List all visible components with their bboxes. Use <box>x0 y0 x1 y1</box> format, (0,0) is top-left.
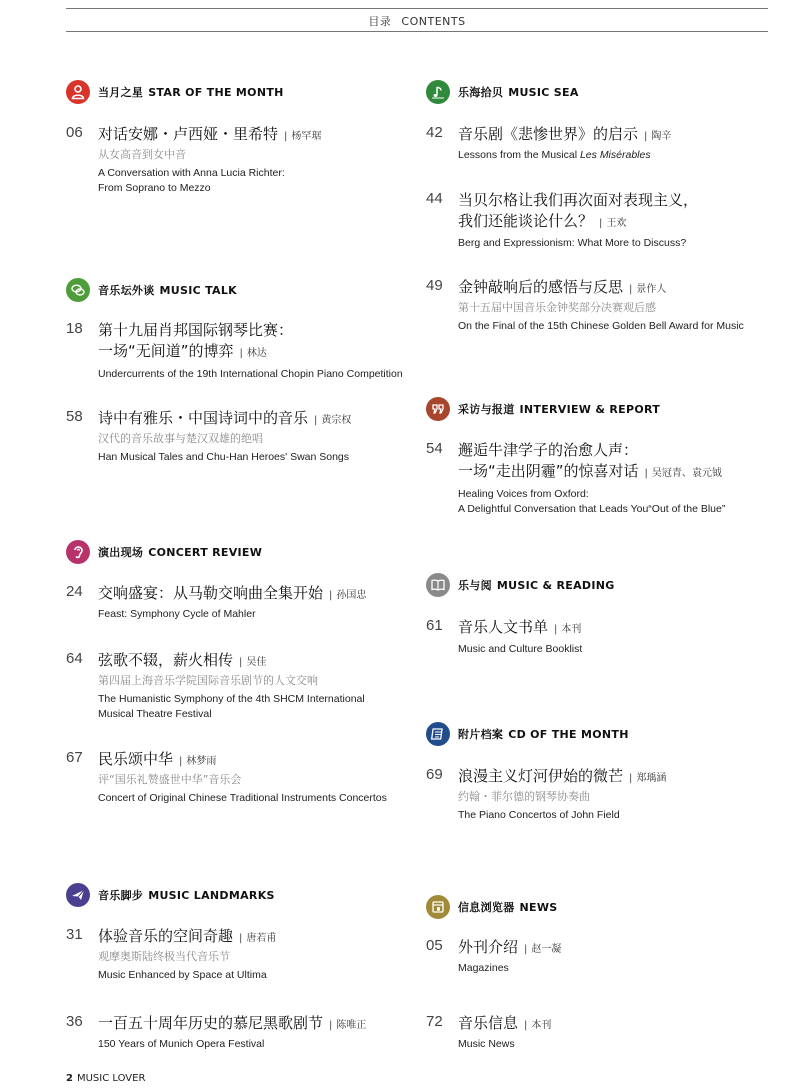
section-star-of-the-month <box>66 79 284 105</box>
section-title: 采访与报道 INTERVIEW & REPORT <box>458 403 661 416</box>
entry-english-title-2: A Delightful Conversation that Leads You“Out of the Blue” <box>458 503 726 515</box>
entry-author: | 本刊 <box>554 624 581 635</box>
entry-english-title: The Piano Concertos of John Field <box>458 809 620 821</box>
entry-english-title: Healing Voices from Oxford: <box>458 488 589 500</box>
ear-icon <box>66 540 90 564</box>
entry-title: 第十九届肖邦国际钢琴比赛： <box>98 321 294 339</box>
entry-title: 音乐信息| 本刊 <box>458 1013 768 1036</box>
entry-author: | 本刊 <box>524 1020 551 1031</box>
entry-title: 浪漫主义灯河伊始的微芒| 郑瑀涵 <box>458 766 768 789</box>
entry-english-title: Music Enhanced by Space at Ultima <box>98 969 267 981</box>
entry-english-title: Berg and Expressionism: What More to Discuss? <box>458 237 687 249</box>
entry-author: | 吴佳 <box>239 657 266 668</box>
section-title: 音乐脚步 MUSIC LANDMARKS <box>98 889 275 902</box>
section-concert-review <box>66 539 262 565</box>
page-number: 69 <box>426 766 443 783</box>
section-music-sea <box>426 79 579 105</box>
entry-author: | 杨罕琚 <box>284 131 321 142</box>
header-title-cn: 目录 <box>368 15 392 28</box>
section-music-talk <box>66 277 237 303</box>
entry-author: | 郑瑀涵 <box>629 773 666 784</box>
entry-english-title: Music News <box>458 1038 515 1050</box>
header-rule-top <box>66 8 768 9</box>
entry-author: | 黄宗权 <box>314 415 351 426</box>
entry-english-title: The Humanistic Symphony of the 4th SHCM International <box>98 693 365 705</box>
entry-english-title: Undercurrents of the 19th International Chopin Piano Competition <box>98 368 403 380</box>
entry-title: 金钟敲响后的感悟与反思| 景作人 <box>458 277 768 300</box>
section-title: 音乐坛外谈 MUSIC TALK <box>98 284 237 297</box>
entry-author: | 林梦雨 <box>179 756 216 767</box>
section-title: 乐与阅 MUSIC & READING <box>458 579 615 592</box>
page-number: 31 <box>66 926 83 943</box>
page-number: 44 <box>426 190 443 207</box>
entry-subtitle: 评“国乐礼赞盛世中华”音乐会 <box>98 773 242 786</box>
entry-author: | 赵一凝 <box>524 944 561 955</box>
airplane-icon <box>66 883 90 907</box>
page-number: 36 <box>66 1013 83 1030</box>
entry-subtitle: 汉代的音乐故事与楚汉双雄的绝唱 <box>98 432 263 445</box>
entry-english-title: Han Musical Tales and Chu-Han Heroes' Swan Songs <box>98 451 350 463</box>
entry-title: 弦歌不辍，薪火相传| 吴佳 <box>98 650 408 673</box>
footer-magazine-name: MUSIC LOVER <box>76 1073 146 1084</box>
entry-title: 当贝尔格让我们再次面对表现主义， <box>458 191 699 209</box>
section-title: 演出现场 CONCERT REVIEW <box>98 546 263 559</box>
contents-header <box>66 0 768 33</box>
entry-english-title: Lessons from the Musical Les Misérables <box>458 149 651 161</box>
entry-title: 外刊介绍| 赵一凝 <box>458 937 768 960</box>
header-title-en: CONTENTS <box>401 15 466 28</box>
page-number: 67 <box>66 749 83 766</box>
entry-english-title-2: From Soprano to Mezzo <box>98 182 211 194</box>
entry-title: 对话安娜・卢西娅・里希特| 杨罕琚 <box>98 124 408 147</box>
entry-subtitle: 观摩奥斯陆终极当代音乐节 <box>98 950 230 963</box>
entry-author: | 唐若甫 <box>239 933 276 944</box>
entry-english-title: Concert of Original Chinese Traditional Instruments Concertos <box>98 792 387 804</box>
section-news <box>426 894 557 920</box>
disc-list-icon <box>426 722 450 746</box>
entry-author: | 吴冠青、袁元钺 <box>645 468 722 479</box>
entry-english-title: 150 Years of Munich Opera Festival <box>98 1038 265 1050</box>
entry-title-2: 我们还能谈论什么？| 王欢 <box>458 211 768 234</box>
entry-title: 诗中有雅乐・中国诗词中的音乐| 黄宗权 <box>98 408 408 431</box>
page-number: 42 <box>426 124 443 141</box>
section-title: 附片档案 CD OF THE MONTH <box>458 728 629 741</box>
entry-english-title-2: Musical Theatre Festival <box>98 708 212 720</box>
section-title: 乐海拾贝 MUSIC SEA <box>458 86 579 99</box>
entry-author: | 景作人 <box>629 284 666 295</box>
entry-english-title: Magazines <box>458 962 509 974</box>
section-cd-of-the-month <box>426 721 629 747</box>
entry-subtitle: 第十五届中国音乐金钟奖部分决赛观后感 <box>458 301 656 314</box>
entry-author: | 林达 <box>240 348 267 359</box>
section-interview-report <box>426 396 660 422</box>
entry-english-title: A Conversation with Anna Lucia Richter: <box>98 167 285 179</box>
music-note-icon <box>426 80 450 104</box>
section-title: 当月之星 STAR OF THE MONTH <box>98 86 284 99</box>
entry-title: 民乐颂中华| 林梦雨 <box>98 749 408 772</box>
section-music-reading <box>426 572 615 598</box>
entry-english-title-italic: Les Misérables <box>579 149 651 161</box>
quote-icon <box>426 397 450 421</box>
entry-english-title: Music and Culture Booklist <box>458 643 583 655</box>
section-music-landmarks <box>66 882 275 908</box>
entry-title: 音乐人文书单| 本刊 <box>458 617 768 640</box>
header-rule-bottom <box>66 31 768 32</box>
entry-title: 邂逅牛津学子的治愈人声： <box>458 441 639 459</box>
page-number: 58 <box>66 408 83 425</box>
page-number: 06 <box>66 124 83 141</box>
page-footer <box>66 1073 145 1084</box>
entry-author: | 王欢 <box>599 218 626 229</box>
entry-title-2: 一场“走出阴霾”的惊喜对话| 吴冠青、袁元钺 <box>458 461 768 484</box>
header-title <box>66 13 768 29</box>
browser-icon <box>426 895 450 919</box>
section-title: 信息浏览器 NEWS <box>458 901 558 914</box>
entry-subtitle: 第四届上海音乐学院国际音乐剧节的人文交响 <box>98 674 318 687</box>
entry-title-2: 一场“无间道”的博弈| 林达 <box>98 341 408 364</box>
entry-english-title: Feast: Symphony Cycle of Mahler <box>98 608 256 620</box>
person-icon <box>66 80 90 104</box>
entry-title: 音乐剧《悲惨世界》的启示| 陶辛 <box>458 124 768 147</box>
entry-english-title: On the Final of the 15th Chinese Golden Bell Award for Music <box>458 320 744 332</box>
entry-author: | 陶辛 <box>644 131 671 142</box>
entry-subtitle: 约翰・菲尔德的钢琴协奏曲 <box>458 790 590 803</box>
book-icon <box>426 573 450 597</box>
footer-page-number: 2 <box>66 1073 73 1084</box>
entry-subtitle: 从女高音到女中音 <box>98 148 186 161</box>
page-number: 54 <box>426 440 443 457</box>
speech-bubbles-icon <box>66 278 90 302</box>
page-number: 49 <box>426 277 443 294</box>
entry-title: 一百五十周年历史的慕尼黑歌剧节| 陈唯正 <box>98 1013 408 1036</box>
entry-author: | 孙国忠 <box>329 590 366 601</box>
page-number: 05 <box>426 937 443 954</box>
page-number: 61 <box>426 617 443 634</box>
entry-title: 体验音乐的空间奇趣| 唐若甫 <box>98 926 408 949</box>
entry-author: | 陈唯正 <box>329 1020 366 1031</box>
page-number: 64 <box>66 650 83 667</box>
page-number: 24 <box>66 583 83 600</box>
page-number: 72 <box>426 1013 443 1030</box>
page-number: 18 <box>66 320 83 337</box>
entry-title: 交响盛宴：从马勒交响曲全集开始| 孙国忠 <box>98 583 408 606</box>
